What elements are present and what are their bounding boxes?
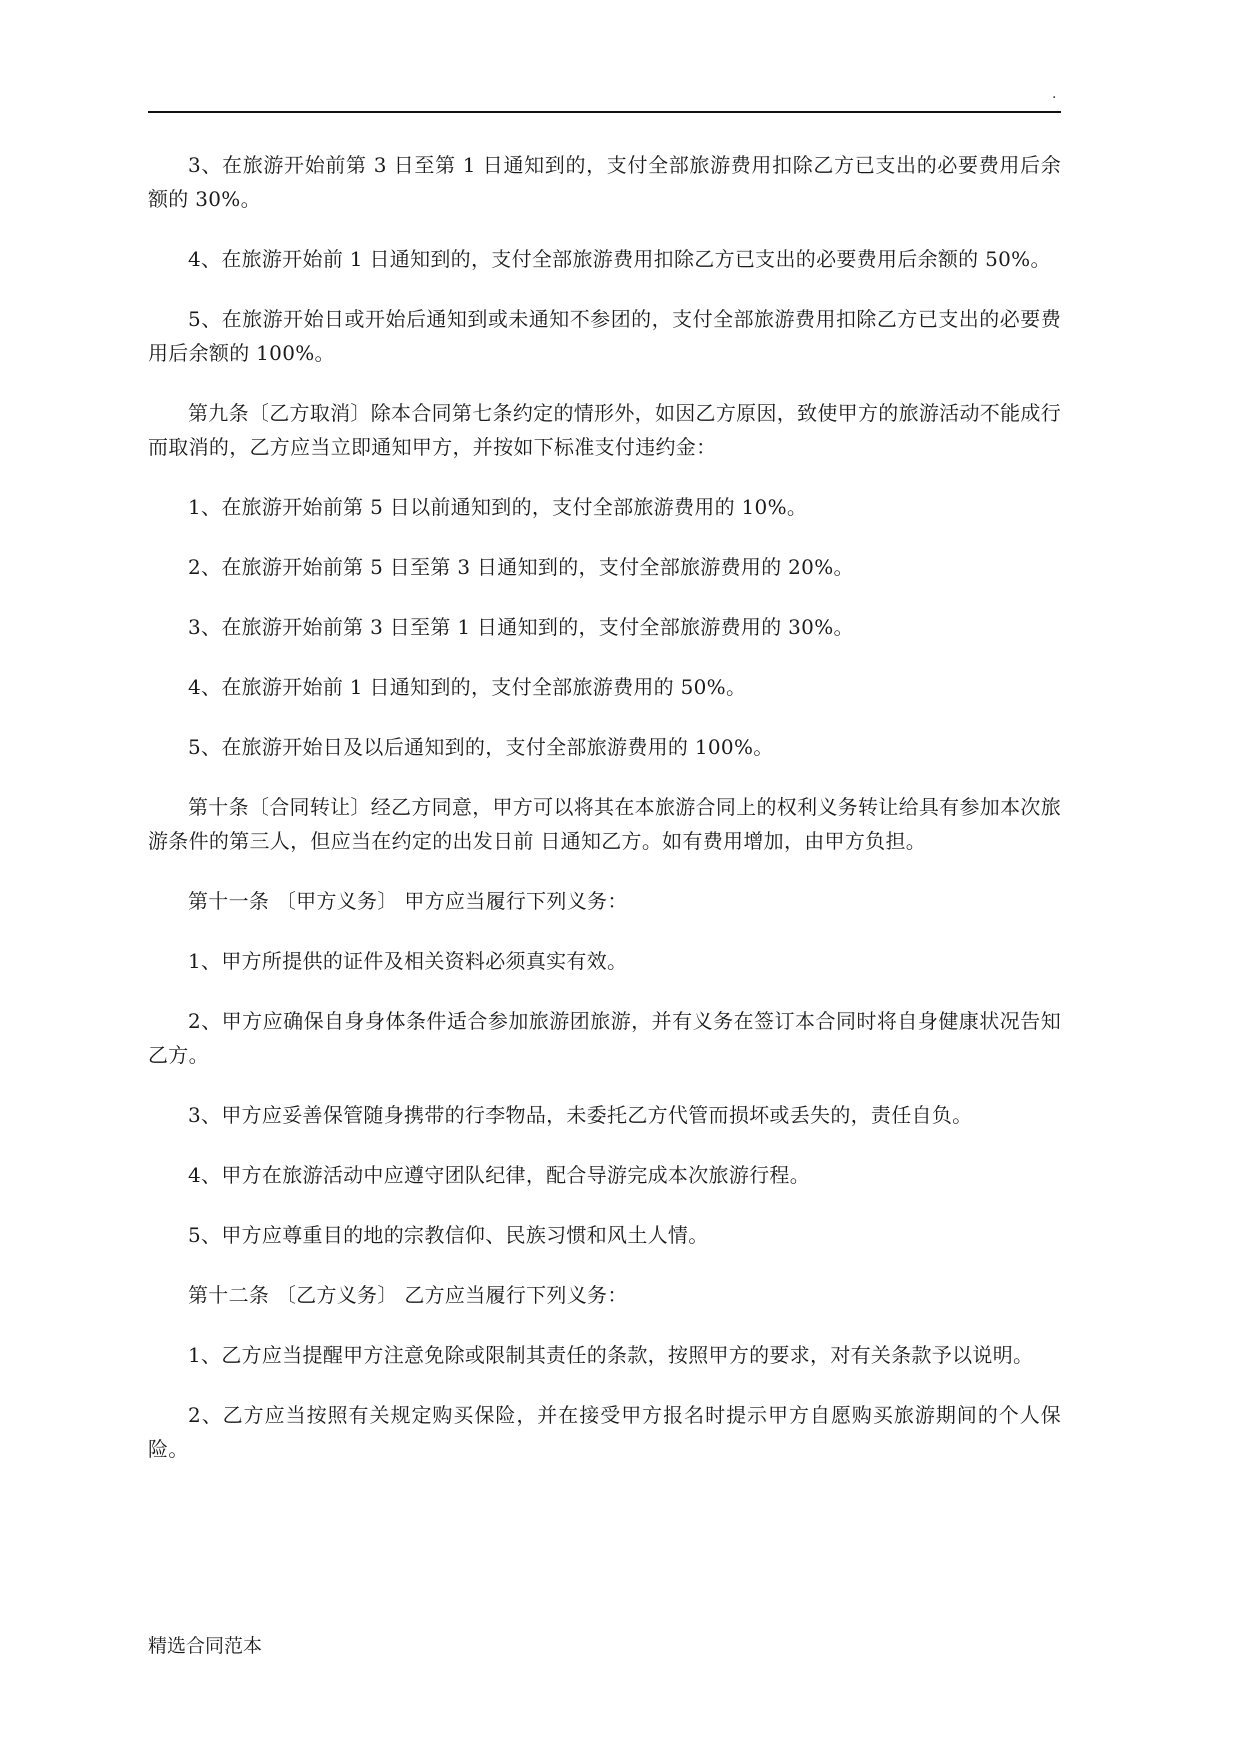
document-body [148,148,1061,1466]
article-11-item-5: 5、甲方应尊重目的地的宗教信仰、民族习惯和风土人情。 [188,1223,709,1247]
article-9-item-5: 5、在旅游开始日及以后通知到的，支付全部旅游费用的 100%。 [188,735,774,759]
footer-label: 精选合同范本 [148,1635,263,1657]
article-9: 第九条〔乙方取消〕除本合同第七条约定的情形外，如因乙方原因，致使甲方的旅游活动不能成行而取消的，乙方应当立即通知甲方，并按如下标准支付违约金： [148,401,1061,459]
paragraph-penalty-5: 5、在旅游开始日或开始后通知到或未通知不参团的，支付全部旅游费用扣除乙方已支出的必要费用后余额的 100%。 [148,307,1061,365]
article-11-item-2: 2、甲方应确保自身身体条件适合参加旅游团旅游，并有义务在签订本合同时将自身健康状况告知乙方。 [148,1009,1061,1067]
article-11-item-1: 1、甲方所提供的证件及相关资料必须真实有效。 [188,949,628,973]
article-9-item-2: 2、在旅游开始前第 5 日至第 3 日通知到的，支付全部旅游费用的 20%。 [188,555,854,579]
article-9-item-1: 1、在旅游开始前第 5 日以前通知到的，支付全部旅游费用的 10%。 [188,495,808,519]
article-12-item-2: 2、乙方应当按照有关规定购买保险，并在接受甲方报名时提示甲方自愿购买旅游期间的个人保险。 [148,1403,1061,1461]
article-11: 第十一条 〔甲方义务〕 甲方应当履行下列义务： [188,889,628,913]
paragraph-penalty-4: 4、在旅游开始前 1 日通知到的，支付全部旅游费用扣除乙方已支出的必要费用后余额的 50%。 [188,247,1051,271]
header-mark: . [1052,86,1057,102]
paragraph-penalty-3: 3、在旅游开始前第 3 日至第 1 日通知到的，支付全部旅游费用扣除乙方已支出的必要费用后余额的 30%。 [148,153,1061,211]
header-rule [148,111,1061,113]
article-11-item-4: 4、甲方在旅游活动中应遵守团队纪律，配合导游完成本次旅游行程。 [188,1163,811,1187]
article-11-item-3: 3、甲方应妥善保管随身携带的行李物品，未委托乙方代管而损坏或丢失的，责任自负。 [188,1103,973,1127]
article-9-item-3: 3、在旅游开始前第 3 日至第 1 日通知到的，支付全部旅游费用的 30%。 [188,615,854,639]
article-12-item-1: 1、乙方应当提醒甲方注意免除或限制其责任的条款，按照甲方的要求，对有关条款予以说明。 [188,1343,1034,1367]
article-10: 第十条〔合同转让〕经乙方同意，甲方可以将其在本旅游合同上的权利义务转让给具有参加本次旅游条件的第三人，但应当在约定的出发日前 日通知乙方。如有费用增加，由甲方负担。 [148,795,1061,853]
article-9-item-4: 4、在旅游开始前 1 日通知到的，支付全部旅游费用的 50%。 [188,675,747,699]
article-12: 第十二条 〔乙方义务〕 乙方应当履行下列义务： [188,1283,628,1307]
